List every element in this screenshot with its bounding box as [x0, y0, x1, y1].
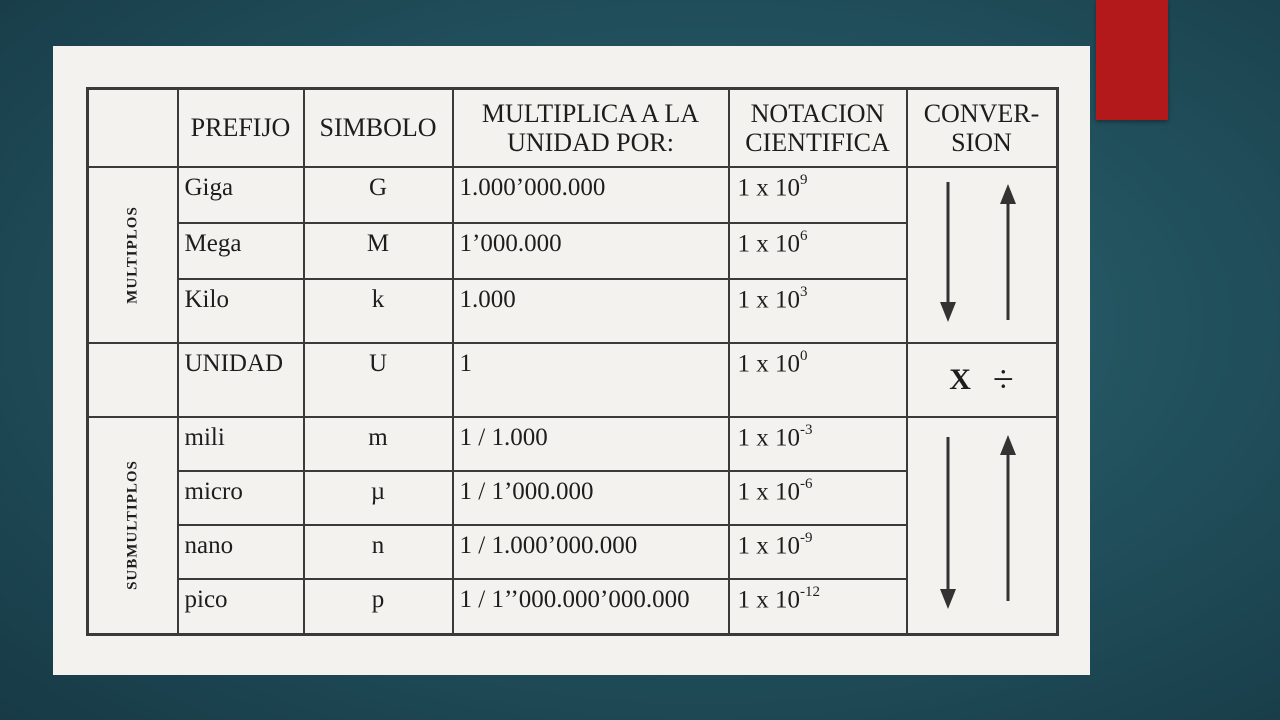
prefijo-cell: Mega [178, 223, 304, 279]
table-row [88, 167, 1058, 223]
prefijo-cell: Giga [178, 167, 304, 223]
notacion-cell: 1 x $10^{-12}$ [729, 579, 907, 635]
simbolo-cell: m [304, 417, 453, 471]
conversion-arrows-up-down [907, 167, 1058, 343]
prefijo-cell: Kilo [178, 279, 304, 343]
simbolo-cell: µ [304, 471, 453, 525]
group-label-multiplos: MULTIPLOS [88, 167, 178, 343]
prefix-table [86, 87, 1059, 636]
group-label-submultiplos: SUBMULTIPLOS [88, 417, 178, 635]
notacion-cell: 1 x $10^{-3}$ [729, 417, 907, 471]
simbolo-cell: k [304, 279, 453, 343]
divide-icon: ÷ [992, 358, 1014, 401]
factor-cell: 1 / 1.000 [453, 417, 729, 471]
factor-cell: 1.000’000.000 [453, 167, 729, 223]
factor-cell: 1 / 1’’000.000’000.000 [453, 579, 729, 635]
notacion-cell: 1 x $10^{-6}$ [729, 471, 907, 525]
prefijo-cell: pico [178, 579, 304, 635]
simbolo-cell: n [304, 525, 453, 579]
table-row-unidad [88, 343, 1058, 417]
prefijo-cell: mili [178, 417, 304, 471]
header-prefijo: PREFIJO [178, 89, 304, 167]
header-notacion: NOTACION CIENTIFICA [729, 89, 907, 167]
simbolo-cell: p [304, 579, 453, 635]
simbolo-cell: U [304, 343, 453, 417]
simbolo-cell: M [304, 223, 453, 279]
arrows-icon [908, 425, 1056, 625]
notacion-cell: 1 x $10^{-9}$ [729, 525, 907, 579]
factor-cell: 1 [453, 343, 729, 417]
header-simbolo: SIMBOLO [304, 89, 453, 167]
factor-cell: 1.000 [453, 279, 729, 343]
operations-cell [907, 343, 1058, 417]
notacion-cell: 1 x $10^3$ [729, 279, 907, 343]
factor-cell: 1 / 1’000.000 [453, 471, 729, 525]
notacion-cell: 1 x $10^9$ [729, 167, 907, 223]
header-conversion: CONVER-SION [907, 89, 1058, 167]
simbolo-cell: G [304, 167, 453, 223]
table-row [88, 417, 1058, 471]
conversion-arrows-down-up [907, 417, 1058, 635]
header-multiplica: MULTIPLICA A LA UNIDAD POR: [453, 89, 729, 167]
notacion-cell: 1 x $10^6$ [729, 223, 907, 279]
corner-cell [88, 89, 178, 167]
accent-bar [1096, 0, 1168, 120]
notacion-cell: 1 x $10^0$ [729, 343, 907, 417]
prefijo-cell: micro [178, 471, 304, 525]
prefijo-cell: nano [178, 525, 304, 579]
group-label-empty [88, 343, 178, 417]
prefijo-cell: UNIDAD [178, 343, 304, 417]
multiply-icon: X [949, 362, 971, 396]
factor-cell: 1’000.000 [453, 223, 729, 279]
factor-cell: 1 / 1.000’000.000 [453, 525, 729, 579]
header-row [88, 89, 1058, 167]
arrows-icon [908, 170, 1056, 340]
